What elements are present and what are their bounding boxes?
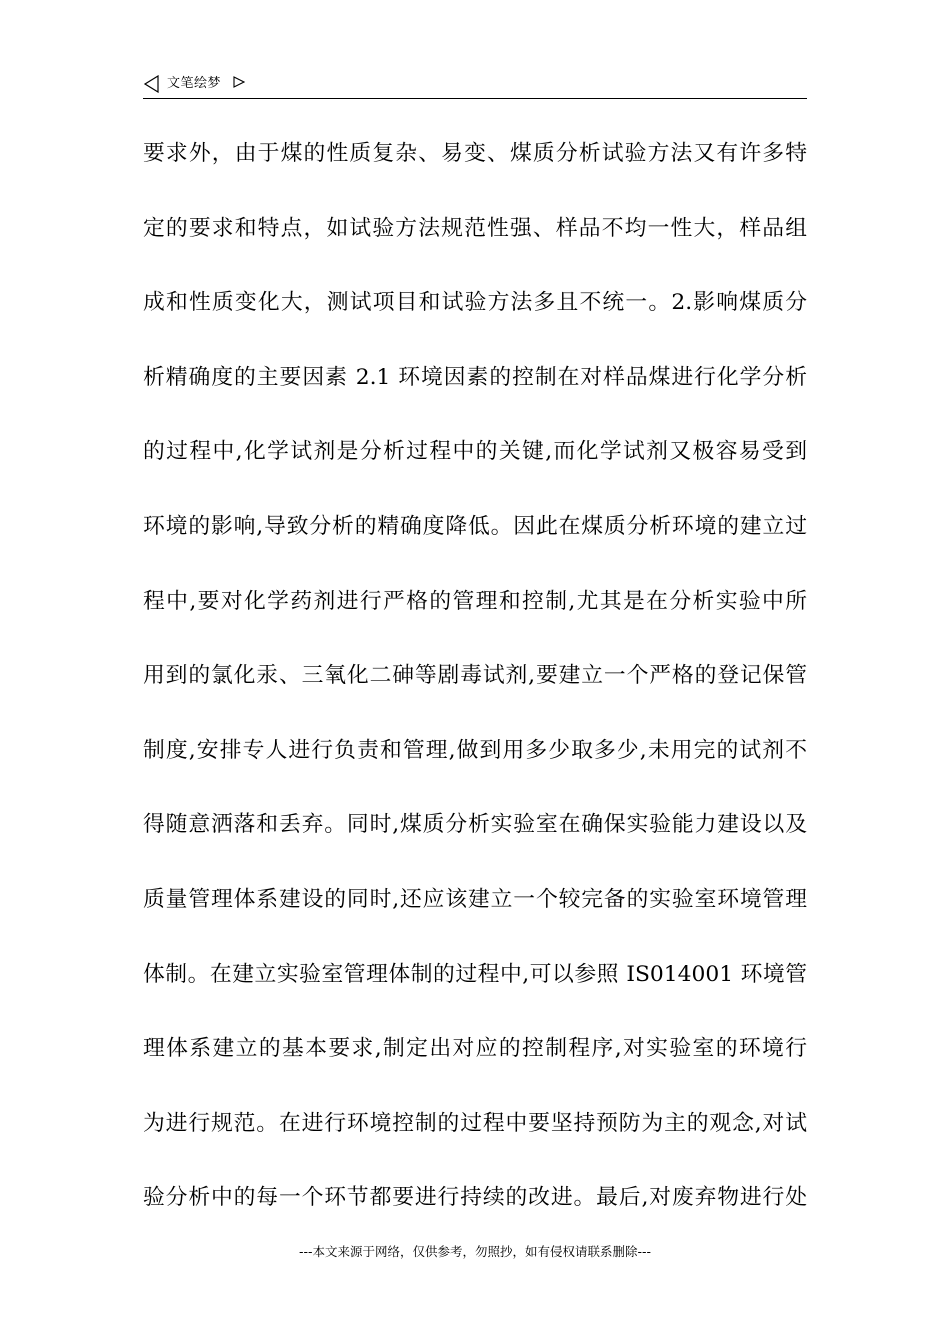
page-header: [143, 72, 807, 99]
triangle-left-icon: [143, 75, 161, 93]
text-line: 质量管理体系建设的同时,还应该建立一个较完备的实验室环境管理: [143, 886, 807, 912]
text-line: 要求外，由于煤的性质复杂、易变、煤质分析试验方法又有许多特: [143, 141, 807, 166]
text-line: 理体系建立的基本要求,制定出对应的控制程序,对实验室的环境行: [143, 1036, 807, 1062]
text-line: 验分析中的每一个环节都要进行持续的改进。最后,对废弃物进行处: [143, 1185, 807, 1211]
text-line: 用到的氯化汞、三氧化二砷等剧毒试剂,要建立一个严格的登记保管: [143, 663, 807, 689]
document-body: [143, 132, 807, 1251]
header-title: 文笔绘梦: [167, 76, 222, 91]
text-line: 为进行规范。在进行环境控制的过程中要坚持预防为主的观念,对试: [143, 1110, 807, 1136]
text-line: 成和性质变化大，测试项目和试验方法多且不统一。2.影响煤质分: [143, 290, 807, 316]
text-line: 定的要求和特点，如试验方法规范性强、样品不均一性大，样品组: [143, 215, 807, 241]
triangle-right-icon: [233, 76, 245, 88]
text-line: 的过程中,化学试剂是分析过程中的关键,而化学试剂又极容易受到: [143, 439, 807, 465]
text-line: 得随意洒落和丢弃。同时,煤质分析实验室在确保实验能力建设以及: [143, 812, 807, 838]
footer-disclaimer: ---本文来源于网络，仅供参考，勿照抄，如有侵权请联系删除---: [298, 1244, 652, 1259]
text-line: 环境的影响,导致分析的精确度降低。因此在煤质分析环境的建立过: [143, 513, 807, 539]
text-line: 析精确度的主要因素 2.1 环境因素的控制在对样品煤进行化学分析: [143, 364, 807, 390]
text-line: 程中,要对化学药剂进行严格的管理和控制,尤其是在分析实验中所: [143, 588, 807, 614]
text-line: 制度,安排专人进行负责和管理,做到用多少取多少,未用完的试剂不: [143, 737, 807, 763]
text-line: 体制。在建立实验室管理体制的过程中,可以参照 IS014001 环境管: [143, 961, 807, 987]
